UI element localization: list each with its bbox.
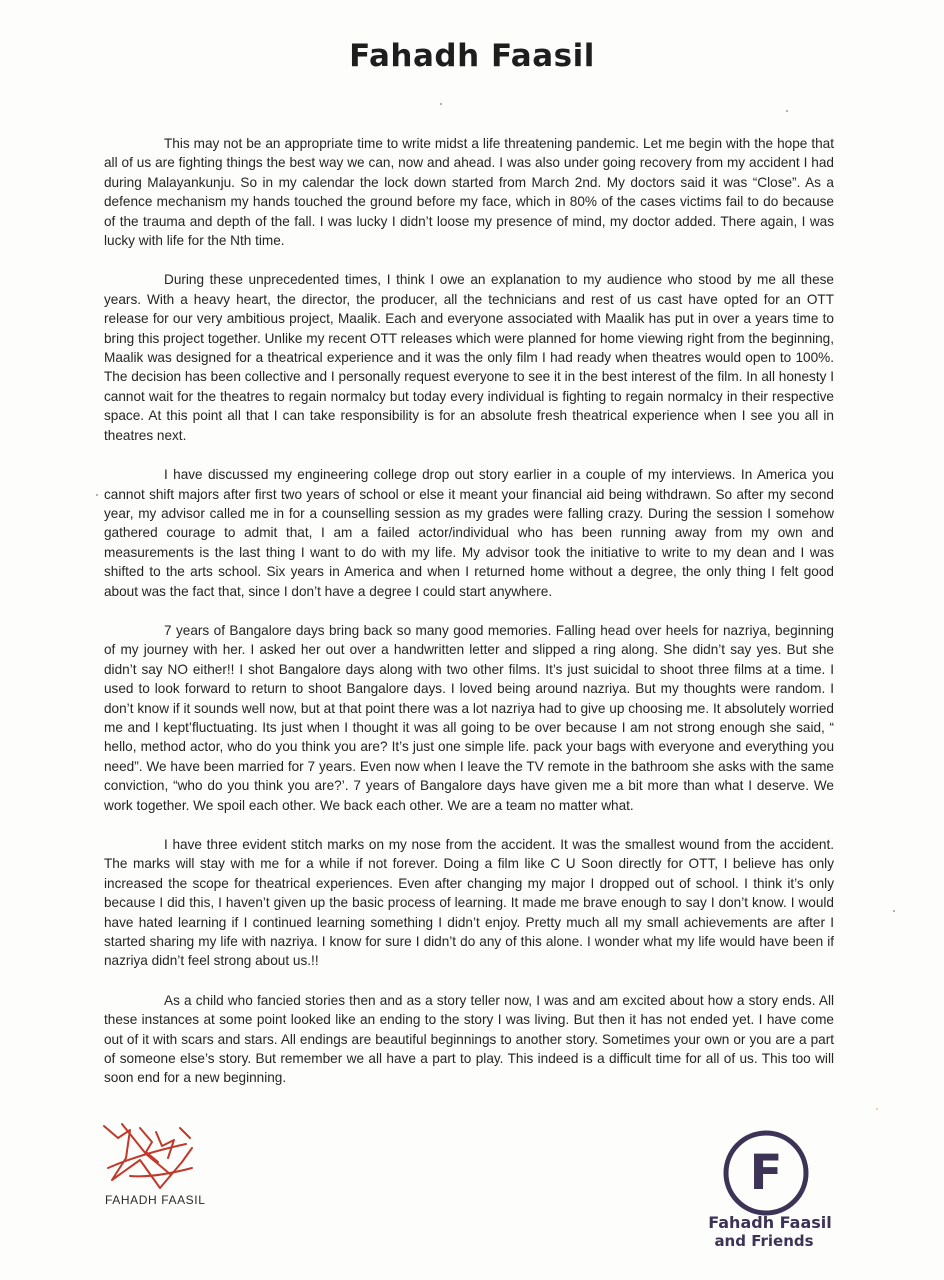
scan-speck <box>893 910 895 912</box>
paragraph-6: As a child who fancied stories then and as a story teller now, I was and am excited about how a story ends. All these instances at some point looked like an ending to the story I was living. But then it has not ended yet. I have come out of it with scars and stars. All endings are beautiful beginnings to another story. Sometimes your own or you are a part of someone else’s story. But remember we all have a part to play. This indeed is a difficult time for all of us. This too will soon end for a new beginning. <box>104 992 834 1086</box>
paragraph-5: I have three evident stitch marks on my nose from the accident. It was the smallest wound from the accident. The marks will stay with me for a while if not forever. Doing a film like C U Soon directly for OTT, I believe has only increased the scope for theatrical experiences. Even after changing my major I dropped out of school. I think it’s only because I did this, I haven’t given up the basic process of learning. It made me brave enough to say I don’t know. I would have hated learning if I continued learning something I didn’t enjoy. Pretty much all my small achievements are after I started sharing my life with nazriya. I know for sure I didn’t do any of this alone. I wonder what my life would have been if nazriya didn’t feel strong about us.!! <box>104 837 834 969</box>
f-circle-logo-icon <box>721 1128 811 1218</box>
fahadh-faasil-and-friends-logo <box>700 1128 840 1263</box>
letter-heading: Fahadh Faasil <box>349 38 595 74</box>
scan-speck <box>876 1108 878 1110</box>
paragraph-4: 7 years of Bangalore days bring back so many good memories. Falling head over heels for nazriya, beginning of my journey with her. I asked her out over a handwritten letter and slipped a ring along. She didn’t say yes. But she didn’t say NO either!! I shot Bangalore days along with two other films. It’s just suicidal to shoot three films at a time. I used to look forward to return to shoot Bangalore days. I loved being around nazriya. But my thoughts were random. I don’t know if it sounds well now, but at that point there was a lot nazriya had to give up choosing me. It absolutely worried me and I kept’fluctuating. Its just when I thought it was all going to be over because I am not strong enough she said, “ hello, method actor, who do you think you are? It’s just one simple life. pack your bags with everyone and everything you need”. We have been married for 7 years. Even now when I leave the TV remote in the bathroom she asks with the same conviction, “who do you think you are?’. 7 years of Bangalore days have given me a bit more than what I deserve. We work together. We spoil each other. We back each other. We are a team no matter what. <box>104 622 834 813</box>
logo-wordmark <box>700 1213 840 1250</box>
scan-speck <box>96 494 98 496</box>
scan-speck <box>786 110 788 112</box>
scan-speck <box>440 103 442 105</box>
logo-line-1: Fahadh Faasil <box>708 1213 832 1232</box>
logo-line-2: and Friends <box>714 1232 814 1250</box>
letter-body <box>104 134 834 1108</box>
paragraph-2: During these unprecedented times, I think I owe an explanation to my audience who stood by me all these years. With a heavy heart, the director, the producer, all the technicians and rest of us cast have opted for an OTT release for our very ambitious project, Maalik. Each and everyone associated with Maalik has put in over a years time to bring this project together. Unlike my recent OTT releases which were planned for home viewing right from the beginning, Maalik was designed for a theatrical experience and it was the only film I had ready when theatres would open to 100%. The decision has been collective and I personally request everyone to see it in the best interest of the film. In all honesty I cannot wait for the theatres to regain normalcy but today every individual is fighting to regain normalcy in their respective space. At this point all that I can take responsibility is for an absolute fresh theatrical experience when I see you all in theatres next. <box>104 272 834 443</box>
signature-name: FAHADH FAASIL <box>105 1193 206 1207</box>
paragraph-1: This may not be an appropriate time to write midst a life threatening pandemic. Let me begin with the hope that all of us are fighting things the best way we can, now and ahead. I was also under going recovery from my accident I had during Malayankunju. So in my calendar the lock down started from March 2nd. My doctors said it was “Close”. As a defence mechanism my hands touched the ground before my face, which in 80% of the cases victims fail to do because of the trauma and depth of the fall. I was lucky I didn’t loose my presence of mind, my doctor added. There again, I was lucky with life for the Nth time. <box>104 136 834 249</box>
handwritten-signature <box>100 1118 200 1190</box>
logo-letter: F <box>749 1145 783 1201</box>
paragraph-3: I have discussed my engineering college drop out story earlier in a couple of my interviews. In America you cannot shift majors after first two years of school or else it meant your financial aid being withdrawn. So after my second year, my advisor called me in for a counselling session as my grades were falling crazy. During the session I somehow gathered courage to admit that, I am a failed actor/individual who has been running away from my own and measurements is the last thing I want to do with my life. My advisor took the initiative to write to my dean and I was shifted to the arts school. Six years in America and when I returned home without a degree, the only thing I felt good about was the fact that, since I don’t have a degree I could start anywhere. <box>104 467 834 599</box>
